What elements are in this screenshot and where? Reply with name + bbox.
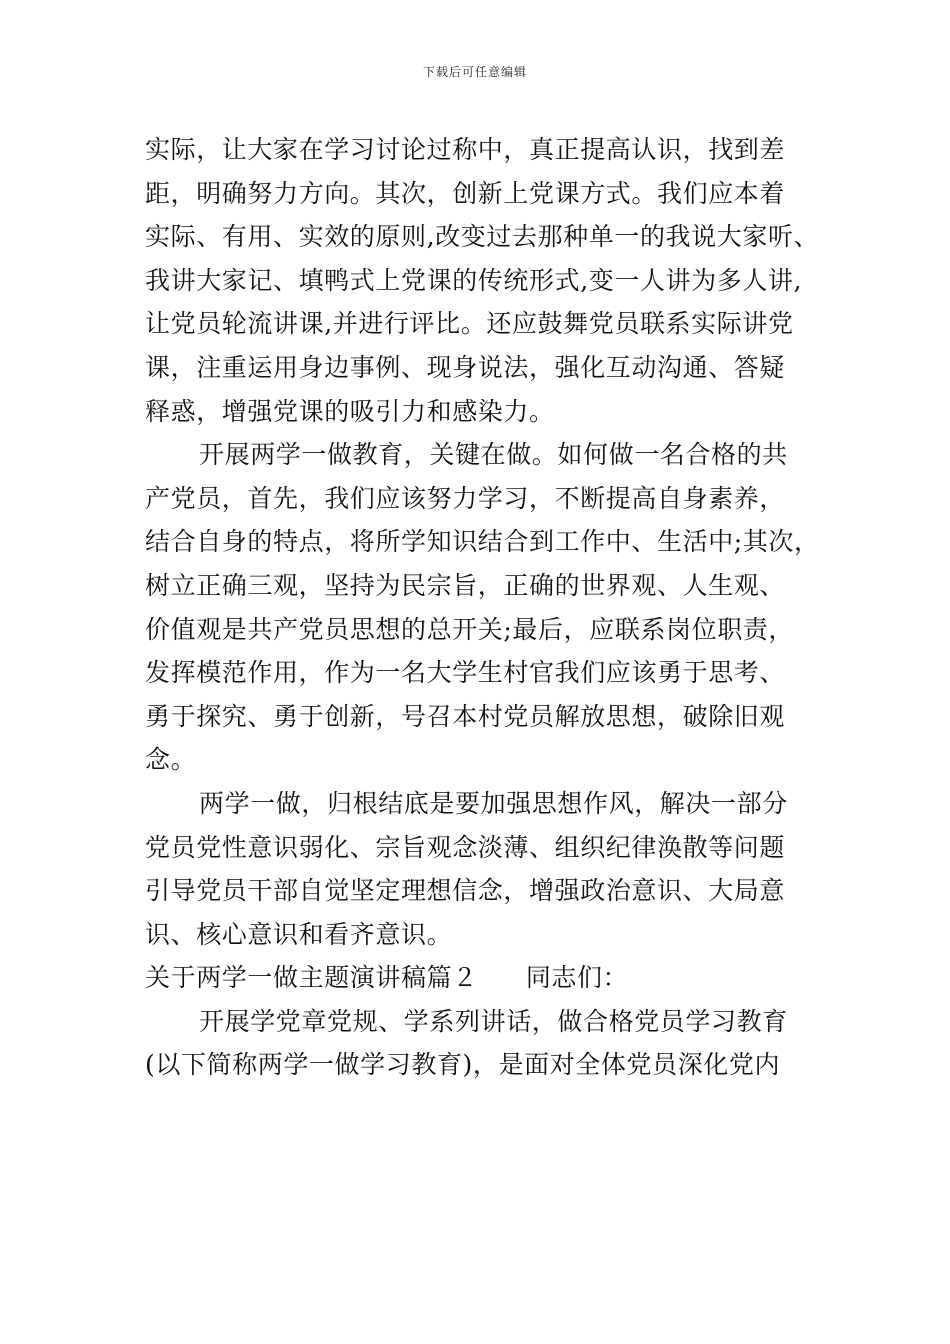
text-line: 让党员轮流讲课,并进行评比。还应鼓舞党员联系实际讲党 (145, 309, 794, 339)
text-line: 结合自身的特点，将所学知识结合到工作中、生活中;其次， (145, 527, 820, 557)
text-line: 释惑，增强党课的吸引力和感染力。 (145, 396, 555, 426)
text-line: 勇于探究、勇于创新，号召本村党员解放思想，破除旧观 (145, 701, 786, 731)
text-line: 引导党员干部自觉坚定理想信念，增强政治意识、大局意 (145, 876, 786, 906)
page-header: 下载后可任意编辑 (422, 65, 527, 79)
text-line: 实际、有用、实效的原则,改变过去那种单一的我说大家听、 (145, 222, 820, 252)
paragraph-start-line: 开展学党章党规、学系列讲话，做合格党员学习教育 (199, 1006, 788, 1036)
text-line: 我讲大家记、填鸭式上党课的传统形式,变一人讲为多人讲, (145, 265, 803, 295)
salutation: 同志们： (525, 963, 629, 993)
text-line: 党员党性意识弱化、宗旨观念淡薄、组织纪律涣散等问题 (145, 832, 786, 862)
text-line: 树立正确三观，坚持为民宗旨，正确的世界观、人生观、 (145, 570, 786, 600)
text-line: 念。 (145, 745, 197, 775)
paragraph-start-line: 两学一做，归根结底是要加强思想作风，解决一部分 (199, 788, 788, 818)
paragraph-start-line: 开展两学一做教育，关键在做。如何做一名合格的共 (199, 440, 788, 470)
text-line: 发挥模范作用，作为一名大学生村官我们应该勇于思考、 (145, 658, 786, 688)
text-line: 价值观是共产党员思想的总开关;最后，应联系岗位职责， (145, 614, 795, 644)
text-line: 识、核心意识和看齐意识。 (145, 919, 453, 949)
text-line: 课，注重运用身边事例、现身说法，强化互动沟通、答疑 (145, 352, 786, 382)
text-line: 产党员，首先，我们应该努力学习，不断提高自身素养， (145, 483, 786, 513)
section-heading-line (145, 956, 845, 1000)
text-line: 实际，让大家在学习讨论过称中，真正提高认识，找到差 (145, 135, 786, 164)
document-body (145, 128, 845, 1087)
text-line: 距，明确努力方向。其次，创新上党课方式。我们应本着 (145, 178, 786, 208)
section-title: 关于两学一做主题演讲稿篇２ (145, 963, 478, 993)
text-line: (以下简称两学一做学习教育)，是面对全体党员深化党内 (145, 1050, 781, 1080)
